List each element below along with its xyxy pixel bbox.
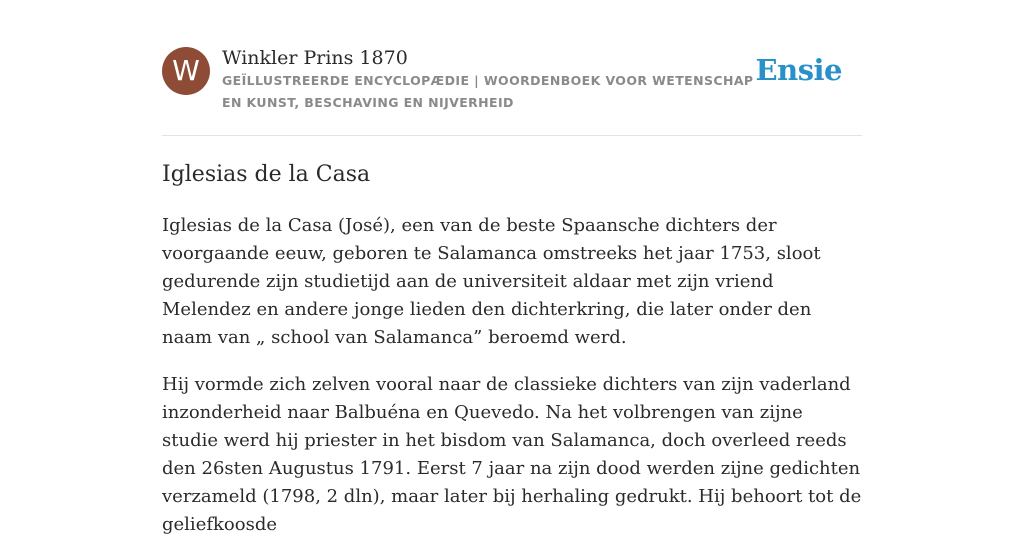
source-subtitle: GEÏLLUSTREERDE ENCYCLOPÆDIE | WOORDENBOEK VOOR WETENSCHAP EN KUNST, BESCHAVING EN NIJVERHEID <box>222 73 754 110</box>
ensie-logo-link[interactable]: Ensie <box>755 53 842 87</box>
article-title: Iglesias de la Casa <box>162 162 371 187</box>
source-header <box>162 46 862 136</box>
source-avatar[interactable]: W <box>162 47 210 95</box>
article-paragraph: Hij vormde zich zelven vooral naar de classieke dichters van zijn vaderland inzonderheid naar Balbuéna en Quevedo. Na het volbrengen van zijne studie werd hij priester in het bisdom van Salamanca, doch overleed reeds den 26sten Augustus 1791. Eerst 7 jaar na zijn dood werden zijne gedichten verzameld (1798, 2 dln), maar later bij herhaling gedrukt. Hij behoort tot de geliefkoosde <box>162 374 862 535</box>
article-paragraph: Iglesias de la Casa (José), een van de beste Spaansche dichters der voorgaande eeuw, geboren te Salamanca omstreeks het jaar 1753, sloot gedurende zijn studietijd aan de universiteit aldaar met zijn vriend Melendez en andere jonge lieden den dichterkring, die later onder den naam van „ school van Salamanca” beroemd werd. <box>162 215 821 348</box>
article <box>162 160 862 558</box>
source-title[interactable]: Winkler Prins 1870 <box>222 47 408 69</box>
source-info <box>222 46 762 114</box>
